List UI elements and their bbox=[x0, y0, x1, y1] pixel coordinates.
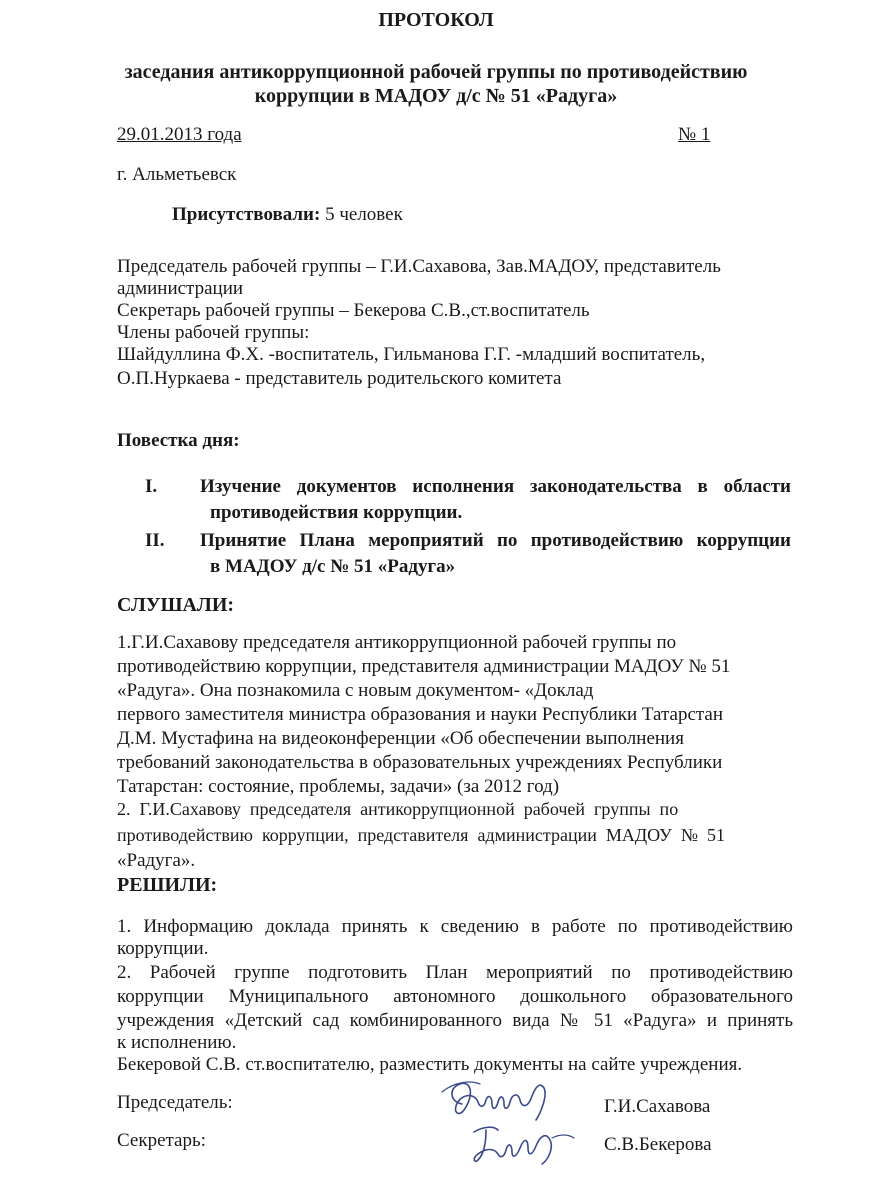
city: г. Альметьевск bbox=[117, 164, 237, 185]
chair-name: Г.И.Сахавова bbox=[604, 1096, 711, 1117]
heard-p2-line-2: противодействию коррупции, представителя администрации МАДОУ № 51 bbox=[117, 825, 726, 845]
present-label: Присутствовали: bbox=[172, 204, 321, 225]
decided-line-4: коррупции Муниципального автономного дошкольного образовательного bbox=[117, 986, 793, 1007]
secretary-signature-icon bbox=[468, 1118, 578, 1168]
agenda-item-1-num: I. bbox=[145, 476, 158, 497]
heard-p2-line-3: «Радуга». bbox=[117, 850, 196, 871]
page-title: ПРОТОКОЛ bbox=[378, 9, 494, 31]
agenda-item-1-line-2: противодействия коррупции. bbox=[210, 502, 463, 523]
heard-p1-line-1: 1.Г.И.Сахавову председателя антикоррупционной рабочей группы по bbox=[117, 632, 677, 653]
agenda-heading: Повестка дня: bbox=[117, 430, 240, 451]
members-line-3: Секретарь рабочей группы – Бекерова С.В.,ст.воспитатель bbox=[117, 300, 590, 321]
decided-line-2: коррупции. bbox=[117, 938, 209, 959]
present-line bbox=[172, 204, 403, 226]
decided-line-3: 2. Рабочей группе подготовить План мероприятий по противодействию bbox=[117, 962, 793, 983]
agenda-item-1-line-1: Изучение документов исполнения законодательства в области bbox=[200, 476, 791, 497]
agenda-item-2-num: II. bbox=[145, 530, 165, 551]
heard-p1-line-4: первого заместителя министра образования и науки Республики Татарстан bbox=[117, 704, 724, 725]
heard-p1-line-5: Д.М. Мустафина на видеоконференции «Об обеспечении выполнения bbox=[117, 728, 684, 749]
members-line-6: О.П.Нуркаева - представитель родительского комитета bbox=[117, 368, 562, 389]
members-line-2: администрации bbox=[117, 278, 244, 299]
heard-p1-line-7: Татарстан: состояние, проблемы, задачи» (за 2012 год) bbox=[117, 776, 560, 797]
members-line-4: Члены рабочей группы: bbox=[117, 322, 310, 343]
members-line-1: Председатель рабочей группы – Г.И.Сахавова, Зав.МАДОУ, представитель bbox=[117, 256, 721, 277]
secretary-name: С.В.Бекерова bbox=[604, 1134, 712, 1155]
protocol-number: № 1 bbox=[678, 124, 711, 145]
present-value: 5 человек bbox=[320, 204, 403, 225]
agenda-item-2-line-2: в МАДОУ д/с № 51 «Радуга» bbox=[210, 556, 456, 577]
heard-p1-line-6: требований законодательства в образовательных учреждениях Республики bbox=[117, 752, 723, 773]
heard-p2-line-1: 2. Г.И.Сахавову председателя антикоррупционной рабочей группы по bbox=[117, 799, 679, 819]
decided-line-7: Бекеровой С.В. ст.воспитателю, разместить документы на сайте учреждения. bbox=[117, 1054, 743, 1075]
heard-p1-line-2: противодействию коррупции, представителя администрации МАДОУ № 51 bbox=[117, 656, 731, 677]
decided-line-5: учреждения «Детский сад комбинированного вида № 51 «Радуга» и принять bbox=[117, 1010, 793, 1031]
chair-label: Председатель: bbox=[117, 1092, 233, 1113]
secretary-label: Секретарь: bbox=[117, 1130, 206, 1151]
heard-p1-line-3: «Радуга». Она познакомила с новым документом- «Доклад bbox=[117, 680, 594, 701]
heard-heading: СЛУШАЛИ: bbox=[117, 594, 235, 616]
decided-line-1: 1. Информацию доклада принять к сведению в работе по противодействию bbox=[117, 916, 793, 937]
protocol-date: 29.01.2013 года bbox=[117, 124, 242, 145]
decided-line-6: к исполнению. bbox=[117, 1032, 237, 1053]
members-line-5: Шайдуллина Ф.Х. -воспитатель, Гильманова Г.Г. -младший воспитатель, bbox=[117, 344, 706, 365]
subtitle-line-2: коррупции в МАДОУ д/с № 51 «Радуга» bbox=[254, 85, 618, 107]
agenda-item-2-line-1: Принятие Плана мероприятий по противодействию коррупции bbox=[200, 530, 791, 551]
subtitle-line-1: заседания антикоррупционной рабочей группы по противодействию bbox=[124, 61, 748, 83]
decided-heading: РЕШИЛИ: bbox=[117, 874, 218, 896]
